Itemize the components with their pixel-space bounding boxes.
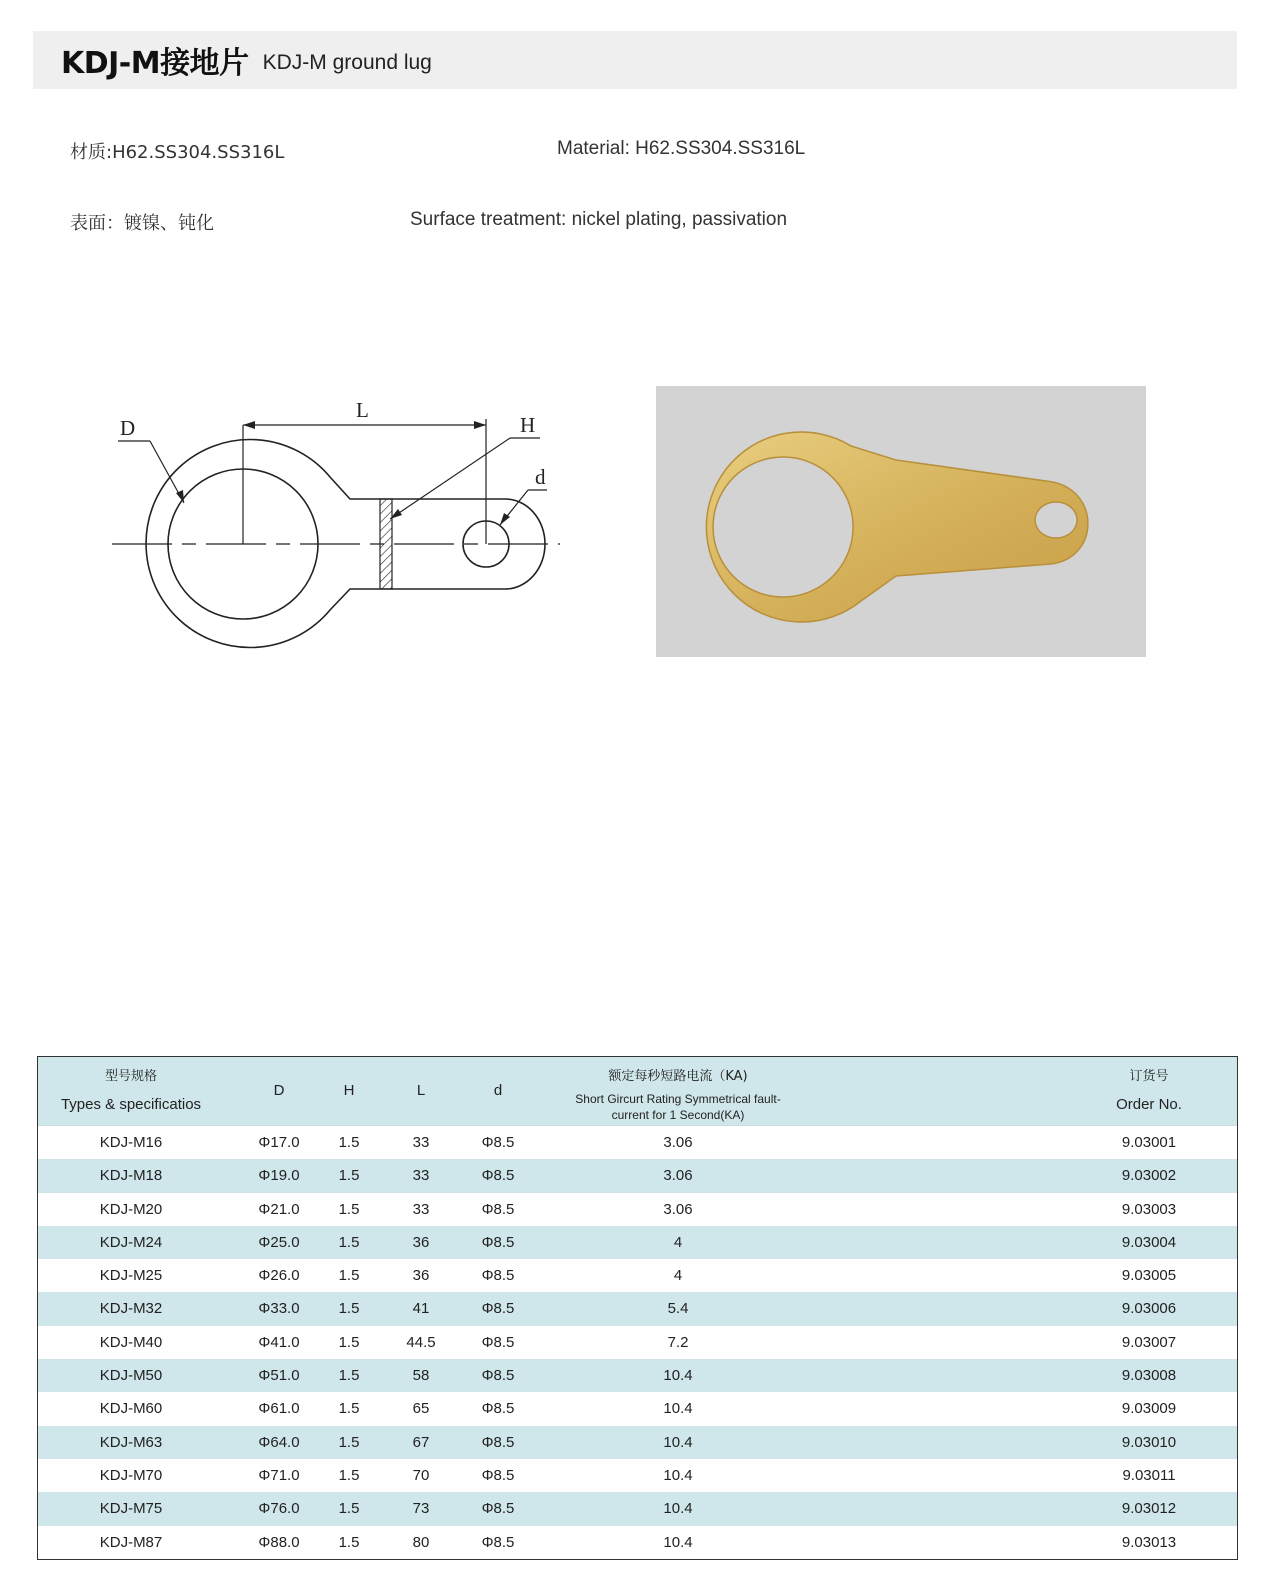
- cell-D: Φ41.0: [258, 1333, 300, 1351]
- cell-H: 1.5: [338, 1333, 360, 1351]
- header-order-cn: 订货号: [1129, 1069, 1169, 1084]
- cell-current: 10.4: [663, 1367, 693, 1385]
- spec-table: [37, 1056, 1238, 1560]
- header-H: H: [343, 1082, 355, 1099]
- cell-d: Φ8.5: [481, 1233, 515, 1251]
- cell-d: Φ8.5: [481, 1500, 515, 1518]
- header-current-en-1: Short Gircurt Rating Symmetrical fault-: [575, 1092, 781, 1106]
- cell-order: 9.03003: [1121, 1200, 1177, 1218]
- header-L: L: [416, 1082, 426, 1099]
- cell-current: 10.4: [663, 1466, 693, 1484]
- table-row: [38, 1392, 1237, 1425]
- table-row: [38, 1292, 1237, 1325]
- cell-d: Φ8.5: [481, 1267, 515, 1285]
- cell-current: 10.4: [663, 1533, 693, 1551]
- cell-L: 33: [412, 1167, 430, 1185]
- page-title: KDJ-M接地片: [61, 46, 249, 81]
- label-L: L: [356, 398, 369, 422]
- cell-L: 33: [412, 1200, 430, 1218]
- product-photo: [656, 386, 1146, 657]
- cell-H: 1.5: [338, 1400, 360, 1418]
- cell-L: 67: [412, 1433, 430, 1451]
- cell-D: Φ64.0: [258, 1433, 300, 1451]
- page-subtitle: KDJ-M ground lug: [262, 51, 432, 74]
- ground-lug-illustration: [706, 432, 1087, 622]
- cell-order: 9.03005: [1121, 1267, 1177, 1285]
- material-en: Material: H62.SS304.SS316L: [557, 138, 806, 159]
- cell-type: KDJ-M32: [99, 1300, 163, 1318]
- table-row: [38, 1193, 1237, 1226]
- cell-order: 9.03008: [1121, 1367, 1177, 1385]
- thickness-section: [380, 499, 392, 589]
- cell-H: 1.5: [338, 1134, 360, 1151]
- cell-L: 73: [412, 1500, 430, 1518]
- page-header: [33, 31, 1237, 89]
- cell-H: 1.5: [338, 1233, 360, 1251]
- cell-current: 10.4: [663, 1500, 693, 1518]
- cell-type: KDJ-M87: [99, 1533, 163, 1551]
- cell-d: Φ8.5: [481, 1433, 515, 1451]
- cell-current: 3.06: [663, 1167, 693, 1185]
- cell-L: 36: [412, 1267, 430, 1285]
- cell-D: Φ51.0: [258, 1367, 300, 1385]
- header-current-en-2: current for 1 Second(KA): [611, 1108, 745, 1122]
- cell-L: 44.5: [406, 1333, 436, 1351]
- cell-type: KDJ-M50: [99, 1367, 163, 1385]
- cell-D: Φ76.0: [258, 1500, 300, 1518]
- cell-type: KDJ-M60: [99, 1400, 163, 1418]
- label-d: d: [535, 465, 546, 489]
- surface-en: Surface treatment: nickel plating, passivation: [410, 209, 788, 230]
- cell-type: KDJ-M24: [99, 1233, 163, 1251]
- table-row: [38, 1326, 1237, 1359]
- cell-d: Φ8.5: [481, 1134, 515, 1151]
- cell-type: KDJ-M16: [99, 1134, 163, 1151]
- table-body: [38, 1126, 1237, 1559]
- cell-L: 70: [412, 1466, 430, 1484]
- cell-H: 1.5: [338, 1300, 360, 1318]
- cell-H: 1.5: [338, 1533, 360, 1551]
- cell-D: Φ17.0: [258, 1134, 300, 1151]
- cell-d: Φ8.5: [481, 1400, 515, 1418]
- cell-current: 4: [673, 1267, 683, 1285]
- cell-L: 36: [412, 1233, 430, 1251]
- cell-L: 65: [412, 1400, 430, 1418]
- cell-D: Φ19.0: [258, 1167, 300, 1185]
- table-header: [38, 1057, 1237, 1126]
- label-D: D: [120, 416, 136, 440]
- header-d: d: [493, 1082, 503, 1099]
- cell-H: 1.5: [338, 1167, 360, 1185]
- cell-type: KDJ-M63: [99, 1433, 163, 1451]
- table-row: [38, 1526, 1237, 1559]
- cell-current: 7.2: [667, 1333, 689, 1351]
- cell-D: Φ21.0: [258, 1200, 300, 1218]
- cell-order: 9.03013: [1121, 1533, 1177, 1551]
- cell-D: Φ61.0: [258, 1400, 300, 1418]
- cell-current: 10.4: [663, 1400, 693, 1418]
- cell-D: Φ25.0: [258, 1233, 300, 1251]
- cell-d: Φ8.5: [481, 1533, 515, 1551]
- cell-order: 9.03009: [1121, 1400, 1177, 1418]
- cell-order: 9.03001: [1121, 1134, 1177, 1151]
- cell-order: 9.03007: [1121, 1333, 1177, 1351]
- table-row: [38, 1126, 1237, 1159]
- header-current-cn: 额定每秒短路电流（KA): [608, 1069, 748, 1084]
- cell-current: 4: [673, 1233, 683, 1251]
- cell-type: KDJ-M20: [99, 1200, 163, 1218]
- cell-H: 1.5: [338, 1466, 360, 1484]
- label-H: H: [520, 413, 536, 437]
- cell-d: Φ8.5: [481, 1466, 515, 1484]
- cell-H: 1.5: [338, 1433, 360, 1451]
- header-D: D: [273, 1082, 285, 1099]
- cell-L: 80: [412, 1533, 430, 1551]
- cell-D: Φ33.0: [258, 1300, 300, 1318]
- table-row: [38, 1359, 1237, 1392]
- cell-current: 3.06: [663, 1134, 693, 1151]
- cell-D: Φ88.0: [258, 1533, 300, 1551]
- cell-L: 58: [412, 1367, 430, 1385]
- header-type-cn: 型号规格: [104, 1069, 157, 1084]
- technical-drawing: [100, 395, 570, 660]
- cell-type: KDJ-M70: [99, 1466, 163, 1484]
- cell-order: 9.03004: [1121, 1233, 1177, 1251]
- table-row: [38, 1226, 1237, 1259]
- cell-current: 3.06: [663, 1200, 693, 1218]
- cell-type: KDJ-M18: [99, 1167, 163, 1185]
- cell-type: KDJ-M25: [99, 1267, 163, 1285]
- cell-d: Φ8.5: [481, 1300, 515, 1318]
- cell-D: Φ71.0: [258, 1466, 300, 1484]
- cell-order: 9.03010: [1121, 1433, 1177, 1451]
- table-row: [38, 1426, 1237, 1459]
- table-row: [38, 1259, 1237, 1292]
- cell-type: KDJ-M75: [99, 1500, 163, 1518]
- material-cn: 材质:H62.SS304.SS316L: [70, 142, 285, 163]
- cell-order: 9.03012: [1121, 1500, 1177, 1518]
- surface-cn: 表面：镀镍、钝化: [70, 213, 214, 234]
- header-order-en: Order No.: [1116, 1096, 1182, 1113]
- cell-H: 1.5: [338, 1200, 360, 1218]
- cell-H: 1.5: [338, 1500, 360, 1518]
- cell-d: Φ8.5: [481, 1200, 515, 1218]
- cell-order: 9.03011: [1122, 1466, 1176, 1484]
- cell-H: 1.5: [338, 1267, 360, 1285]
- cell-d: Φ8.5: [481, 1167, 515, 1185]
- cell-current: 5.4: [667, 1300, 689, 1318]
- cell-type: KDJ-M40: [99, 1333, 163, 1351]
- cell-d: Φ8.5: [481, 1367, 515, 1385]
- cell-order: 9.03006: [1121, 1300, 1177, 1318]
- table-row: [38, 1492, 1237, 1525]
- header-type-en: Types & specificatios: [60, 1096, 202, 1113]
- cell-D: Φ26.0: [258, 1267, 300, 1285]
- cell-current: 10.4: [663, 1433, 693, 1451]
- cell-L: 41: [412, 1300, 430, 1318]
- cell-L: 33: [412, 1134, 430, 1151]
- cell-d: Φ8.5: [481, 1333, 515, 1351]
- cell-order: 9.03002: [1121, 1167, 1177, 1185]
- table-row: [38, 1159, 1237, 1192]
- table-row: [38, 1459, 1237, 1492]
- cell-H: 1.5: [338, 1367, 360, 1385]
